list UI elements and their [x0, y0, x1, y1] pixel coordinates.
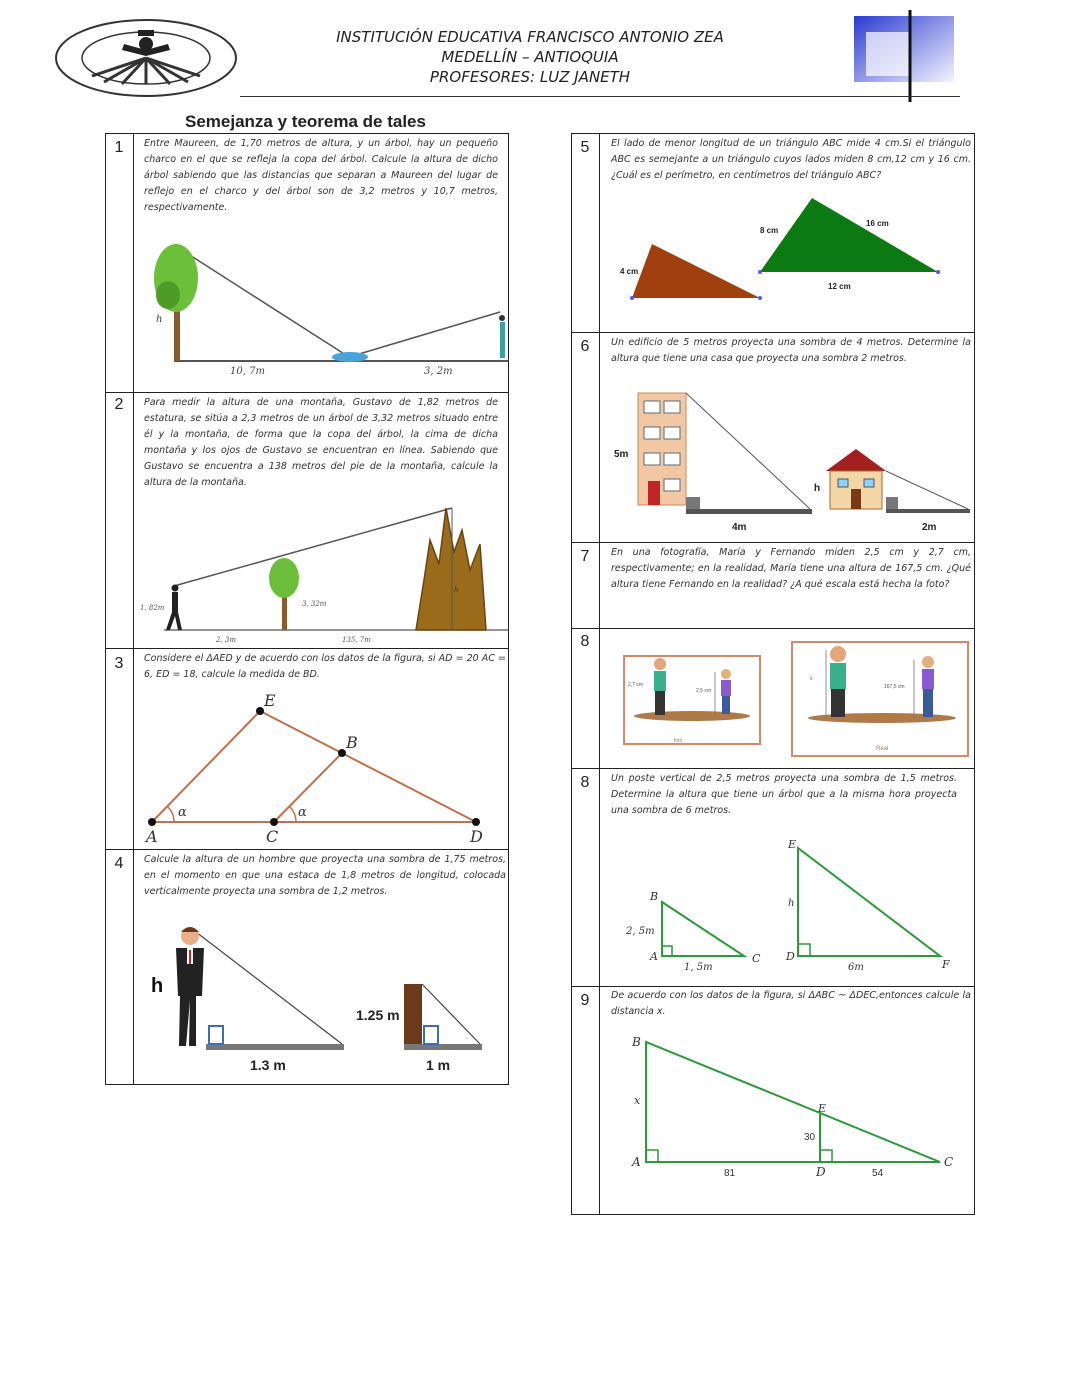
problem-9-figure	[600, 1030, 972, 1190]
city: MEDELLÍN – ANTIOQUIA	[441, 48, 619, 66]
header-graphic	[848, 10, 968, 105]
p8b-s2-label: 6m	[848, 962, 864, 973]
p8b-h1-label: 2, 5m	[626, 926, 655, 937]
p2-h-label: h	[454, 586, 459, 594]
problem-9-number: 9	[580, 992, 590, 1009]
p3-alpha-1: α	[178, 805, 187, 820]
p8a-m2-label: 2,5 cm	[696, 688, 712, 694]
p8a-x-label: x	[810, 676, 813, 682]
p8a-m1-label: 2,7 cm	[628, 682, 644, 688]
problem-8b-text: Un poste vertical de 2,5 metros proyecta una sombra de 1,5 metros. Determine la altura que tiene un árbol que a la misma hora proyecta una sombra de 6 metros.	[611, 773, 957, 816]
problem-4-number: 4	[114, 855, 124, 872]
p9-A-label: A	[632, 1155, 641, 1169]
p8b-D-label: D	[786, 950, 795, 963]
problem-5-figure	[600, 188, 972, 328]
p5-small-label: 4 cm	[620, 267, 639, 276]
p9-x-label: x	[634, 1094, 641, 1107]
p5-a-label: 8 cm	[760, 226, 779, 235]
right-number-column	[571, 133, 600, 1214]
problem-5-number: 5	[580, 139, 590, 156]
problem-8a-figure	[600, 638, 972, 764]
problem-8a-number: 8	[580, 633, 590, 650]
p6-shadow2-label: 2m	[922, 522, 937, 533]
p8b-A-label: A	[650, 950, 658, 963]
p8a-photo2-label: Real	[876, 746, 889, 752]
p3-A-label: A	[146, 827, 158, 846]
problem-7-text: En una fotografía, María y Fernando miden 2,5 cm y 2,7 cm, respectivamente; en la realidad, María tiene una altura de 167,5 cm. ¿Qué altura tiene Fernando en la realidad? ¿A qué escala está hecha la foto?	[611, 547, 971, 590]
p8b-E-label: E	[788, 838, 797, 851]
problem-4-text: Calcule la altura de un hombre que proyecta una sombra de 1,75 metros, en el momento en que una estaca de 1,8 metros de longitud, colocada verticalmente proyecta una sombra de 1,2 metros.	[144, 854, 506, 897]
p8a-photo1-label: foto	[674, 738, 683, 744]
school-logo	[52, 14, 240, 102]
p5-c-label: 12 cm	[828, 282, 851, 291]
header-rule	[240, 96, 960, 97]
problem-3-number: 3	[114, 655, 124, 672]
problem-3-figure	[134, 688, 504, 848]
p1-h-label: h	[156, 314, 163, 325]
problem-4-figure	[134, 920, 504, 1080]
p9-D-label: D	[816, 1165, 826, 1179]
teachers: PROFESORES: LUZ JANETH	[429, 68, 631, 86]
p8b-C-label: C	[752, 952, 761, 965]
p3-B-label: B	[346, 733, 358, 752]
p8b-s1-label: 1, 5m	[684, 962, 713, 973]
p8b-B-label: B	[650, 890, 659, 903]
problem-2-figure	[134, 500, 508, 648]
p3-D-label: D	[470, 827, 483, 846]
p4-h-label: h	[151, 975, 164, 997]
p8b-F-label: F	[942, 958, 950, 971]
p2-d2-label: 135, 7m	[342, 636, 371, 644]
p9-54-label: 54	[872, 1168, 884, 1179]
page-title: Semejanza y teorema de tales	[185, 112, 426, 131]
p3-C-label: C	[266, 827, 279, 846]
p2-person-label: 1, 82m	[140, 604, 165, 612]
p9-30-label: 30	[804, 1132, 816, 1143]
p2-tree-label: 3, 32m	[302, 600, 327, 608]
problem-2-number: 2	[114, 396, 124, 413]
p8b-h-label: h	[788, 898, 795, 909]
p6-h-label: h	[814, 483, 821, 494]
p9-81-label: 81	[724, 1168, 736, 1179]
problem-2-text: Para medir la altura de una montaña, Gustavo de 1,82 metros de estatura, se sitúa a 2,3 metros de un árbol de 3,32 metros situado entre él y la montaña, de forma que la copa del árbol, la cima de dicha montaña y los ojos de Gustavo se encuentran en línea. Sabiendo que Gustavo se encuentra a 138 metros del pie de la montaña, calcule la altura de la montaña.	[144, 397, 498, 488]
problem-8b-number: 8	[580, 774, 590, 791]
problem-8b-figure	[600, 830, 972, 982]
problem-3-text: Considere el ΔAED y de acuerdo con los datos de la figura, si AD = 20 AC = 6, ED = 18, calcule la medida de BD.	[144, 653, 506, 680]
p4-stake-label: 1.25 m	[356, 1007, 400, 1023]
problem-9-text: De acuerdo con los datos de la figura, si ΔABC ~ ΔDEC,entonces calcule la distancia x.	[611, 990, 971, 1017]
p1-d2-label: 3, 2m	[424, 366, 453, 377]
p9-B-label: B	[632, 1035, 641, 1049]
p3-E-label: E	[264, 691, 276, 710]
p1-d1-label: 10, 7m	[230, 366, 265, 377]
p3-alpha-2: α	[298, 805, 307, 820]
p4-shadow2-label: 1 m	[426, 1057, 451, 1073]
problem-6-figure	[600, 385, 972, 535]
problem-6-text: Un edificio de 5 metros proyecta una sombra de 4 metros. Determine la altura que tiene una casa que proyecta una sombra 2 metros.	[611, 337, 971, 364]
p8a-m3-label: 167,5 cm	[884, 684, 905, 690]
p5-b-label: 16 cm	[866, 219, 889, 228]
problem-6-number: 6	[580, 338, 590, 355]
p2-d1-label: 2, 3m	[216, 636, 236, 644]
problem-1-number: 1	[114, 139, 124, 156]
problem-1-text: Entre Maureen, de 1,70 metros de altura, y un árbol, hay un pequeño charco en el que se refleja la copa del árbol. Calcule la altura de dicho árbol sabiendo que las distancias que separan a Maureen del lugar de reflejo en el charco y del árbol son de 3,2 metros y 10,7 metros, respectivamente.	[144, 138, 498, 213]
institution-name: INSTITUCIÓN EDUCATIVA FRANCISCO ANTONIO ZEA	[336, 28, 724, 46]
p6-shadow1-label: 4m	[732, 522, 747, 533]
p9-C-label: C	[944, 1155, 954, 1169]
left-number-column	[105, 133, 134, 1084]
p9-E-label: E	[818, 1102, 827, 1115]
problem-1-figure	[134, 240, 508, 390]
p4-shadow1-label: 1.3 m	[250, 1057, 286, 1073]
problem-7-number: 7	[580, 548, 590, 565]
problem-5-text: El lado de menor longitud de un triángulo ABC mide 4 cm.Si el triángulo ABC es semejante a un triángulo cuyos lados miden 8 cm,12 cm y 16 cm. ¿Cuál es el perímetro, en centímetros del triángulo ABC?	[611, 138, 971, 181]
p6-height-label: 5m	[614, 449, 629, 460]
